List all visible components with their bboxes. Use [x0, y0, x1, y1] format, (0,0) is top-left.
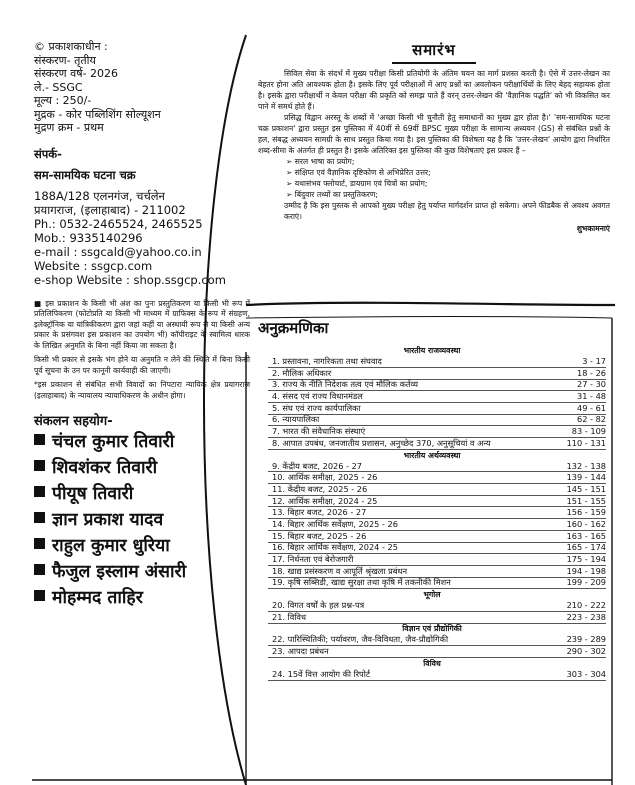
toc-row: [258, 634, 606, 645]
toc-row: [258, 669, 606, 680]
toc-item-pages: 83 - 109: [571, 426, 606, 437]
samarambh-closing: उम्मीद है कि इस पुस्तक से आपको मुख्य परीक्षा हेतु पर्याप्त मार्गदर्शन प्राप्त हो सकेगा। अपने फीडबैक से अवश्य अवगत कराएं।: [284, 200, 610, 221]
square-bullet-icon: [34, 590, 45, 601]
toc-row: [258, 472, 606, 483]
copyright-notices: [34, 299, 250, 402]
left-column: [34, 40, 250, 611]
compiled-name: [34, 455, 250, 481]
toc-item-title: 7. भारत की संवैधानिक संस्थाएं: [272, 426, 366, 437]
toc-row: [258, 531, 606, 542]
toc-section-heading: विविध: [423, 658, 441, 668]
toc-item-pages: 132 - 138: [566, 460, 606, 471]
compiled-name-text: फैजुल इस्लाम अंसारी: [52, 562, 187, 582]
compiled-name-text: चंचल कुमार तिवारी: [52, 432, 175, 452]
compiled-name: [34, 507, 250, 533]
toc-item-title: 12. आर्थिक समीक्षा, 2024 - 25: [272, 495, 378, 506]
square-bullet-icon: [34, 538, 45, 549]
toc-item-title: 6. न्यायपालिका: [272, 414, 320, 425]
toc-row: [258, 379, 606, 390]
toc-item-pages: 199 - 209: [566, 577, 606, 588]
toc-item-pages: 156 - 159: [566, 507, 606, 518]
notice-paragraph: किसी भी प्रकार से इसके भंग होने या अनुमति न लेने की स्थिति में बिना किसी पूर्व सूचना के उन पर कानूनी कार्यवाही की जाएगी।: [34, 355, 250, 375]
compiled-label: संकलन सहयोग-: [34, 414, 113, 429]
toc-row: [258, 577, 606, 588]
toc-item-pages: 239 - 289: [566, 634, 606, 645]
toc-item-pages: 223 - 238: [566, 611, 606, 622]
toc-row: [258, 519, 606, 530]
toc-row: [258, 438, 606, 449]
toc-item-pages: 110 - 131: [566, 437, 606, 448]
toc-item-pages: 175 - 194: [566, 554, 606, 564]
toc-row: [258, 461, 606, 472]
toc-item-pages: 160 - 162: [566, 518, 606, 529]
imprint-line: संस्करण वर्ष- 2026: [34, 67, 119, 80]
publisher-name: सम-सामयिक घटना चक्र: [34, 167, 136, 182]
toc-item-pages: 3 - 17: [582, 356, 606, 366]
feature-item: ➢ बिंदुवार तथ्यों का प्रस्तुतिकरण;: [286, 189, 378, 199]
toc-item-pages: 194 - 198: [566, 565, 606, 576]
toc-item-pages: 303 - 304: [566, 668, 606, 679]
feature-list: [286, 156, 610, 200]
imprint-block: [34, 40, 250, 135]
toc-row: [258, 554, 606, 565]
toc-row: [258, 507, 606, 518]
toc-item-pages: 163 - 165: [566, 530, 606, 541]
toc-section-heading: भूगोल: [423, 590, 441, 600]
toc-row: [258, 403, 606, 414]
toc-row: [258, 368, 606, 379]
toc-row: [258, 542, 606, 553]
toc-item-pages: 165 - 174: [566, 542, 606, 553]
toc-item-title: 4. संसद एवं राज्य विधानमंडल: [272, 391, 363, 402]
toc-item-title: 2. मौलिक अधिकार: [272, 367, 332, 378]
toc-item-pages: 27 - 30: [577, 379, 606, 390]
toc-item-pages: 210 - 222: [566, 600, 606, 611]
toc-header: [258, 318, 328, 338]
compiled-name-text: मोहम्मद ताहिर: [52, 588, 143, 608]
table-of-contents: [258, 345, 606, 681]
toc-item-title: 24. 15वें वित्त आयोग की रिपोर्ट: [272, 668, 370, 679]
square-bullet-icon: [34, 486, 45, 497]
toc-section-heading: भारतीय राजव्यवस्था: [403, 346, 461, 355]
square-bullet-icon: [34, 564, 45, 575]
address-line: Ph.: 0532-2465524, 2465525: [34, 216, 203, 231]
toc-item-title: 13. बिहार बजट, 2026 - 27: [272, 507, 367, 518]
toc-item-title: 8. आपात उपबंध, जनजातीय प्रशासन, अनुच्छेद 370, अनुसूचियां व अन्य: [272, 437, 491, 448]
toc-item-title: 10. आर्थिक समीक्षा, 2025 - 26: [272, 472, 378, 483]
toc-row: [258, 391, 606, 402]
toc-item-pages: 290 - 302: [566, 646, 606, 657]
toc-item-title: 17. निर्धनता एवं बेरोजगारी: [272, 554, 354, 564]
toc-item-title: 22. पारिस्थितिकी; पर्यावरण, जैव-विविधता, जैव-प्रौद्योगिकी: [272, 634, 449, 645]
address-line: Website : ssgcp.com: [34, 258, 153, 273]
samarambh-body: [258, 68, 610, 222]
feature-item: ➢ यथासंभव फ्लोचार्ट, डायग्राम एवं चित्रों का प्रयोग;: [286, 178, 428, 188]
compiled-name: [34, 429, 250, 455]
toc-row: [258, 566, 606, 577]
address-line: e-mail : ssgcald@yahoo.co.in: [34, 244, 202, 259]
toc-item-title: 21. विविध: [272, 611, 307, 622]
compiled-name-text: पीयूष तिवारी: [52, 484, 134, 504]
toc-item-title: 14. बिहार आर्थिक सर्वेक्षण, 2025 - 26: [272, 518, 398, 529]
toc-row: [258, 426, 606, 437]
toc-row: [258, 600, 606, 611]
imprint-line: मुद्रक - कोर पब्लिशिंग सोल्यूशन: [34, 107, 161, 121]
toc-item-title: 1. प्रस्तावना, नागरिकता तथा संघवाद: [272, 356, 382, 366]
compiled-name: [34, 559, 250, 585]
square-bullet-icon: [34, 460, 45, 471]
toc-item-pages: 31 - 48: [577, 391, 606, 402]
toc-section-heading: विज्ञान एवं प्रौद्योगिकी: [402, 624, 462, 634]
notice-paragraph: *इस प्रकाशन से संबंधित सभी विवादों का निपटारा न्यायिक क्षेत्र प्रयागराज (इलाहाबाद) के न्यायालय न्यायाधिकरण के अधीन होगा।: [34, 380, 250, 400]
toc-item-title: 15. बिहार बजट, 2025 - 26: [272, 530, 367, 541]
feature-item: ➢ सरल भाषा का प्रयोग;: [286, 156, 355, 166]
toc-item-pages: 18 - 26: [577, 367, 606, 378]
compiled-name-text: राहुल कुमार धुरिया: [52, 536, 170, 556]
toc-item-title: 23. आपदा प्रबंधन: [272, 646, 329, 657]
toc-item-pages: 49 - 61: [577, 402, 606, 413]
samarambh-para-2: प्रसिद्ध विद्वान अरस्तू के शब्दों में 'अच्छा किसी भी चुनौती हेतु समाधानों का मुख्य द्वार होता है।' 'सम-सामयिक घटना चक्र प्रकाशन' द्वारा प्रस्तुत इस पुस्तिका में 40वीं से 69वीं BPSC मुख्य परीक्षा के सामान्य अध्ययन (GS) से संबंधित प्रश्नों के हल, संबद्ध अध्ययन सामग्री के साथ प्रस्तुत किया गया है। इस पुस्तिका की विशेषता यह है कि 'उत्तर-लेखन' आयोग द्वारा निर्धारित शब्द-सीमा के अंतर्गत ही प्रस्तुत है। इसके अतिरिक्त इस पुस्तिका की कुछ विशेषताएं इस प्रकार हैं –: [258, 112, 610, 155]
imprint-line: मुद्रण क्रम - प्रथम: [34, 121, 104, 134]
feature-item: ➢ संक्षिप्त एवं वैज्ञानिक दृष्टिकोण से अभिप्रेरित उत्तर;: [286, 167, 431, 177]
toc-item-title: 11. केंद्रीय बजट, 2025 - 26: [272, 483, 368, 494]
address-block: [34, 189, 250, 287]
toc-item-title: 18. खाद्य प्रसंस्करण व आपूर्ति श्रृंखला प्रबंधन: [272, 565, 407, 576]
toc-item-title: 9. केंद्रीय बजट, 2026 - 27: [272, 460, 363, 471]
compiled-name: [34, 585, 250, 611]
toc-item-pages: 145 - 151: [566, 483, 606, 494]
square-bullet-icon: [34, 434, 45, 445]
toc-row: [258, 414, 606, 425]
toc-item-title: 16. बिहार आर्थिक सर्वेक्षण, 2024 - 25: [272, 542, 398, 553]
contact-label: संपर्क-: [34, 146, 62, 161]
samarambh-para-1: सिविल सेवा के संदर्भ में मुख्य परीक्षा किसी प्रतियोगी के अंतिम चयन का मार्ग प्रशस्त करती है। ऐसे में उत्तर-लेखन का बेहतर होना अति आवश्यक होता है। इसके लिए पूर्व परीक्षाओं में आए प्रश्नों का अवलोकन परीक्षार्थियों के लिए बेहद सहायक होता है। इसके द्वारा परीक्षार्थी न केवल परीक्षा की प्रकृति को समझ पाते हैं वरन् उत्तर-लेखन की 'वैज्ञानिक पद्धति' को भी विकसित कर पाने में समर्थ होते हैं।: [258, 68, 610, 111]
imprint-line: मूल्य : 250/-: [34, 94, 92, 107]
compiled-name-text: ज्ञान प्रकाश यादव: [52, 510, 164, 530]
compiled-name: [34, 533, 250, 559]
samarambh-title: समारंभ: [412, 41, 456, 59]
toc-row: [258, 646, 606, 657]
compiled-names: [34, 429, 250, 611]
title-underline: [392, 62, 476, 64]
toc-item-title: 20. विगत वर्षों के हल प्रश्न-पत्र: [272, 600, 365, 611]
toc-item-pages: 139 - 144: [566, 472, 606, 483]
square-bullet-icon: [34, 512, 45, 523]
toc-item-pages: 151 - 155: [566, 495, 606, 506]
imprint-line: © प्रकाशकाधीन :: [34, 40, 108, 53]
toc-title: अनुक्रमणिका: [258, 319, 329, 337]
imprint-line: ले.- SSGC: [34, 80, 83, 94]
toc-item-title: 3. राज्य के नीति निदेशक तत्व एवं मौलिक कर्तव्य: [272, 379, 419, 390]
toc-item-title: 5. संघ एवं राज्य कार्यपालिका: [272, 402, 361, 413]
signoff: शुभकामनाएं: [576, 223, 610, 233]
toc-row: [258, 484, 606, 495]
toc-row: [258, 356, 606, 367]
compiled-name: [34, 481, 250, 507]
toc-item-pages: 62 - 82: [577, 414, 606, 425]
toc-row: [258, 496, 606, 507]
address-line: प्रयागराज, (इलाहाबाद) - 211002: [34, 202, 186, 217]
address-line: 188A/128 एलनगंज, चर्चलेन: [34, 188, 165, 203]
toc-row: [258, 612, 606, 623]
toc-section-heading: भारतीय अर्थव्यवस्था: [403, 450, 461, 460]
imprint-line: संस्करण- तृतीय: [34, 53, 96, 67]
address-line: e-shop Website : shop.ssgcp.com: [34, 272, 226, 287]
toc-item-title: 19. कृषि सब्सिडी, खाद्य सुरक्षा तथा कृषि में तकनीकी मिशन: [272, 577, 451, 588]
toc-row-separator: [268, 680, 606, 681]
samarambh-section: [258, 40, 610, 234]
address-line: Mob.: 9335140296: [34, 230, 143, 245]
compiled-name-text: शिवशंकर तिवारी: [52, 458, 158, 478]
notice-paragraph: ■ इस प्रकाशन के किसी भी अंश का पुनः प्रस्तुतिकरण या किसी भी रूप में प्रतिलिपिकरण (फोटोप्रति या किसी भी माध्यम में ग्राफिक्स के रूप में संग्रहण, इलेक्ट्रॉनिक या यांत्रिकीकरण द्वारा जहां कहीं या अस्थायी रूप से या किसी अन्य प्रकार के प्रसंगवश इस प्रकाशन का उपयोग भी) कॉपीराइट के स्वामित्व धारक के लिखित अनुमति के बिना नहीं किया जा सकता है।: [34, 298, 250, 350]
